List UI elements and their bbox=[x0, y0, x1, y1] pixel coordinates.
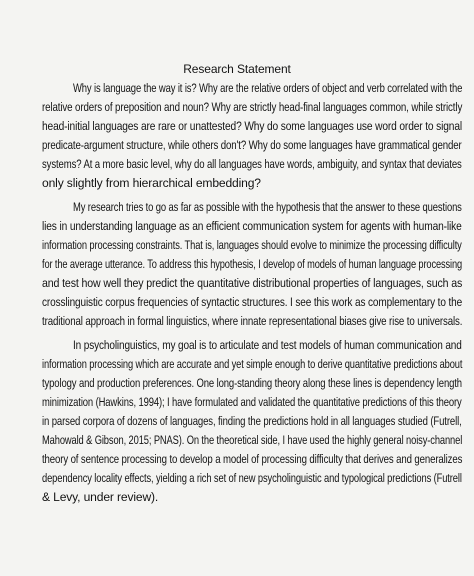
document-title: Research Statement bbox=[183, 62, 291, 76]
paragraph-3-line-6: Mahowald & Gibson, 2015; PNAS). On the theoretical side, I have used the highly general noisy-channel bbox=[42, 433, 463, 447]
paragraph-3-line-2: information processing which are accurate and yet simple enough to derive quantitative predictions about bbox=[42, 357, 463, 371]
paragraph-1-line-5: systems? At a more basic level, why do all languages have words, ambiguity, and syntax that deviates bbox=[42, 157, 462, 171]
paragraph-3-line-1: In psycholinguistics, my goal is to articulate and test models of human communication and bbox=[73, 338, 462, 352]
paragraph-1-line-6: only slightly from hierarchical embedding? bbox=[42, 176, 261, 190]
paragraph-2-line-6: crosslinguistic corpus frequencies of syntactic structures. I see this work as complementary to the bbox=[42, 295, 463, 309]
paragraph-1-line-4: predicate-argument structure, while others don't? Why do some languages have grammatical gender bbox=[42, 138, 462, 152]
paragraph-3-line-9: & Levy, under review). bbox=[42, 490, 159, 504]
paragraph-2-line-3: information processing constraints. That is, languages should evolve to minimize the processing difficulty bbox=[42, 238, 462, 252]
paragraph-1-line-2: relative orders of preposition and noun? Why are strictly head-final languages common, while strictly bbox=[42, 100, 463, 114]
paragraph-3-line-8: dependency locality effects, yielding a rich set of new psycholinguistic and typological predictions (Futrell bbox=[42, 471, 462, 485]
paragraph-3-line-3: typology and production preferences. One long-standing theory along these lines is dependency length bbox=[42, 376, 462, 390]
paragraph-2-line-4: for the average utterance. To address this hypothesis, I develop of models of human language processing bbox=[42, 257, 463, 271]
paragraph-2-line-1: My research tries to go as far as possible with the hypothesis that the answer to these questions bbox=[73, 200, 462, 214]
paragraph-2-line-5: and test how well they predict the quantitative distributional properties of languages, such as bbox=[42, 276, 463, 290]
paragraph-1-line-1: Why is language the way it is? Why are the relative orders of object and verb correlated with the bbox=[73, 81, 463, 95]
paragraph-2-line-7: traditional approach in formal linguistics, where innate representational biases give rise to universals. bbox=[42, 314, 463, 328]
paragraph-1-line-3: head-initial languages are rare or unattested? Why do some languages use word order to signal bbox=[42, 119, 463, 133]
paragraph-3-line-5: in parsed corpora of dozens of languages, finding the predictions hold in all languages studied (Futrell, bbox=[42, 414, 462, 428]
paragraph-2-line-2: lies in understanding language as an efficient communication system for agents with human-like bbox=[42, 219, 462, 233]
paragraph-3-line-4: minimization (Hawkins, 1994); I have formulated and validated the quantitative predictions of this theory bbox=[42, 395, 462, 409]
paragraph-3-line-7: theory of sentence processing to develop a model of processing difficulty that derives and generalizes bbox=[42, 452, 463, 466]
